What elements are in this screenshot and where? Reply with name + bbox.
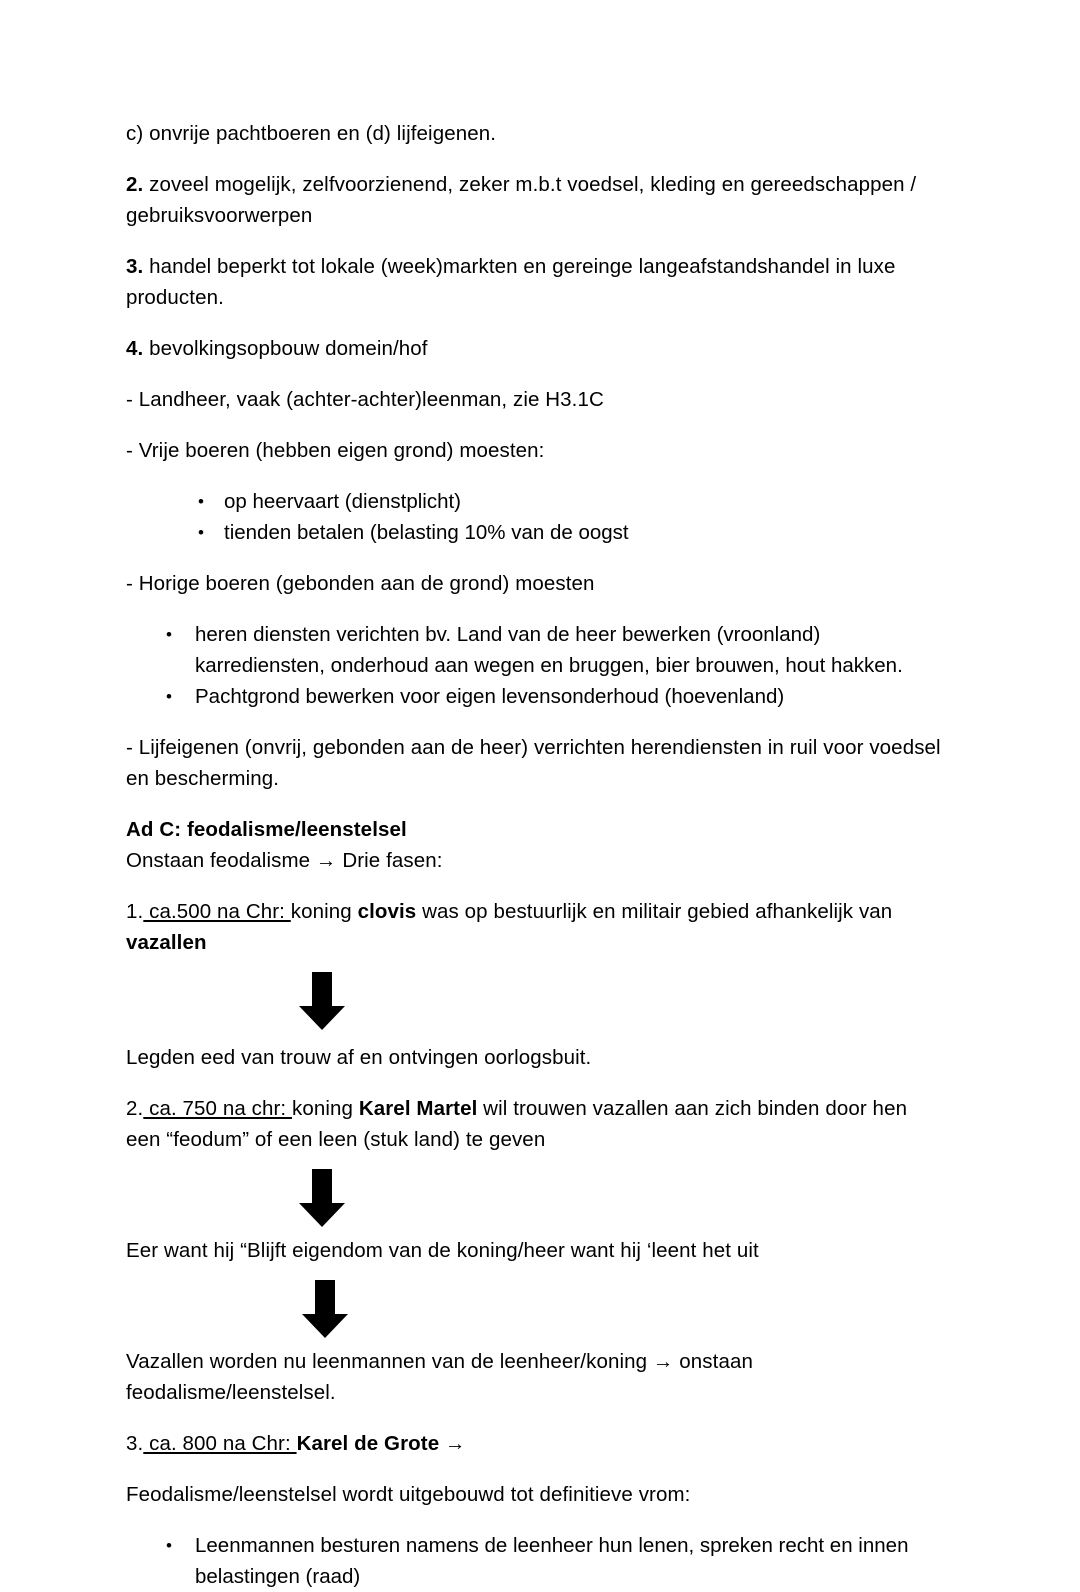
date-underline: ca.500 na Chr: [143, 900, 291, 923]
date-underline: ca. 750 na chr: [143, 1097, 293, 1120]
list-number: 3. [126, 255, 144, 278]
list-item [126, 681, 946, 712]
bullet-list-leenmannen [126, 1530, 946, 1592]
paragraph-text: Onstaan feodalisme → Drie fasen: [126, 849, 443, 872]
paragraph-text: Vazallen worden nu leenmannen van de leenheer/koning → onstaan feodalisme/leenstelsel. [126, 1350, 753, 1404]
arrow-container-2 [126, 1169, 946, 1229]
paragraph-text: koning [292, 1097, 359, 1120]
paragraph-eer-want-hij [126, 1235, 946, 1266]
paragraph-text: zoveel mogelijk, zelfvoorzienend, zeker m.b.t voedsel, kleding en gereedschappen / gebruiksvoorwerpen [126, 173, 917, 227]
list-item-text: op heervaart (dienstplicht) [224, 490, 462, 513]
paragraph-text: - Landheer, vaak (achter-achter)leenman, zie H3.1C [126, 388, 604, 411]
paragraph-vrije-boeren [126, 435, 946, 466]
list-item-text: heren diensten verichten bv. Land van de heer bewerken (vroonland) karrediensten, onderhoud aan wegen en bruggen, bier brouwen, hout hakken. [195, 623, 903, 677]
arrow-container-3 [126, 1280, 946, 1340]
paragraph-text: Legden eed van trouw af en ontvingen oorlogsbuit. [126, 1046, 592, 1069]
paragraph-feodalisme-uitgebouwd [126, 1479, 946, 1510]
paragraph-lijfeigenen [126, 732, 946, 794]
list-item [126, 619, 946, 681]
date-underline: ca. 800 na Chr: [143, 1432, 297, 1455]
paragraph-text: c) onvrije pachtboeren en (d) lijfeigenen. [126, 122, 496, 145]
paragraph-text: - Horige boeren (gebonden aan de grond) moesten [126, 572, 595, 595]
arrow-container-1 [126, 972, 946, 1034]
paragraph-fase-2 [126, 1093, 946, 1155]
paragraph-vazallen-leenmannen [126, 1346, 946, 1408]
paragraph-landheer [126, 384, 946, 415]
heading-ad-c [126, 814, 946, 845]
list-item [126, 1530, 946, 1592]
arrow-down-icon [299, 1169, 345, 1227]
paragraph-item-3 [126, 251, 946, 313]
bullet-list-horige-boeren [126, 619, 946, 712]
arrow-down-icon [299, 972, 345, 1030]
paragraph-text: Feodalisme/leenstelsel wordt uitgebouwd tot definitieve vrom: [126, 1483, 691, 1506]
bullet-list-vrije-boeren [126, 486, 946, 548]
emphasis-name: Karel Martel [358, 1097, 478, 1120]
list-item-text: Pachtgrond bewerken voor eigen levensonderhoud (hoevenland) [195, 685, 785, 708]
paragraph-text: bevolkingsopbouw domein/hof [143, 337, 428, 360]
list-number: 4. [126, 337, 144, 360]
paragraph-text: Eer want hij “Blijft eigendom van de koning/heer want hij ‘leent het uit [126, 1239, 759, 1262]
paragraph-legden-eed [126, 1042, 946, 1073]
heading-text: Ad C: feodalisme/leenstelsel [126, 818, 407, 841]
paragraph-horige-boeren [126, 568, 946, 599]
list-number: 1. [126, 900, 144, 923]
paragraph-text: koning [290, 900, 358, 923]
emphasis-name: Karel de Grote → [296, 1432, 466, 1455]
paragraph-text: was op bestuurlijk en militair gebied afhankelijk van [416, 900, 893, 923]
emphasis-term: vazallen [126, 931, 207, 954]
list-item [126, 486, 946, 517]
paragraph-onvrije-pachtboeren [126, 118, 946, 149]
paragraph-fase-3 [126, 1428, 946, 1459]
paragraph-text: wil trouwen vazallen aan zich binden door hen een “feodum” of een leen (stuk land) te geven [126, 1097, 908, 1151]
emphasis-name: clovis [357, 900, 417, 923]
paragraph-onstaan-feodalisme [126, 845, 946, 876]
list-item [126, 517, 946, 548]
list-item-text: Leenmannen besturen namens de leenheer hun lenen, spreken recht en innen belastingen (raad) [195, 1534, 909, 1588]
paragraph-item-2 [126, 169, 946, 231]
paragraph-fase-1 [126, 896, 946, 958]
paragraph-text: - Lijfeigenen (onvrij, gebonden aan de heer) verrichten herendiensten in ruil voor voedsel en bescherming. [126, 736, 941, 790]
paragraph-text: handel beperkt tot lokale (week)markten en gereinge langeafstandshandel in luxe producten. [126, 255, 896, 309]
paragraph-text: - Vrije boeren (hebben eigen grond) moesten: [126, 439, 545, 462]
paragraph-item-4 [126, 333, 946, 364]
list-number: 2. [126, 1097, 144, 1120]
list-number: 3. [126, 1432, 144, 1455]
list-item-text: tienden betalen (belasting 10% van de oogst [224, 521, 629, 544]
arrow-down-icon [302, 1280, 348, 1338]
list-number: 2. [126, 173, 144, 196]
